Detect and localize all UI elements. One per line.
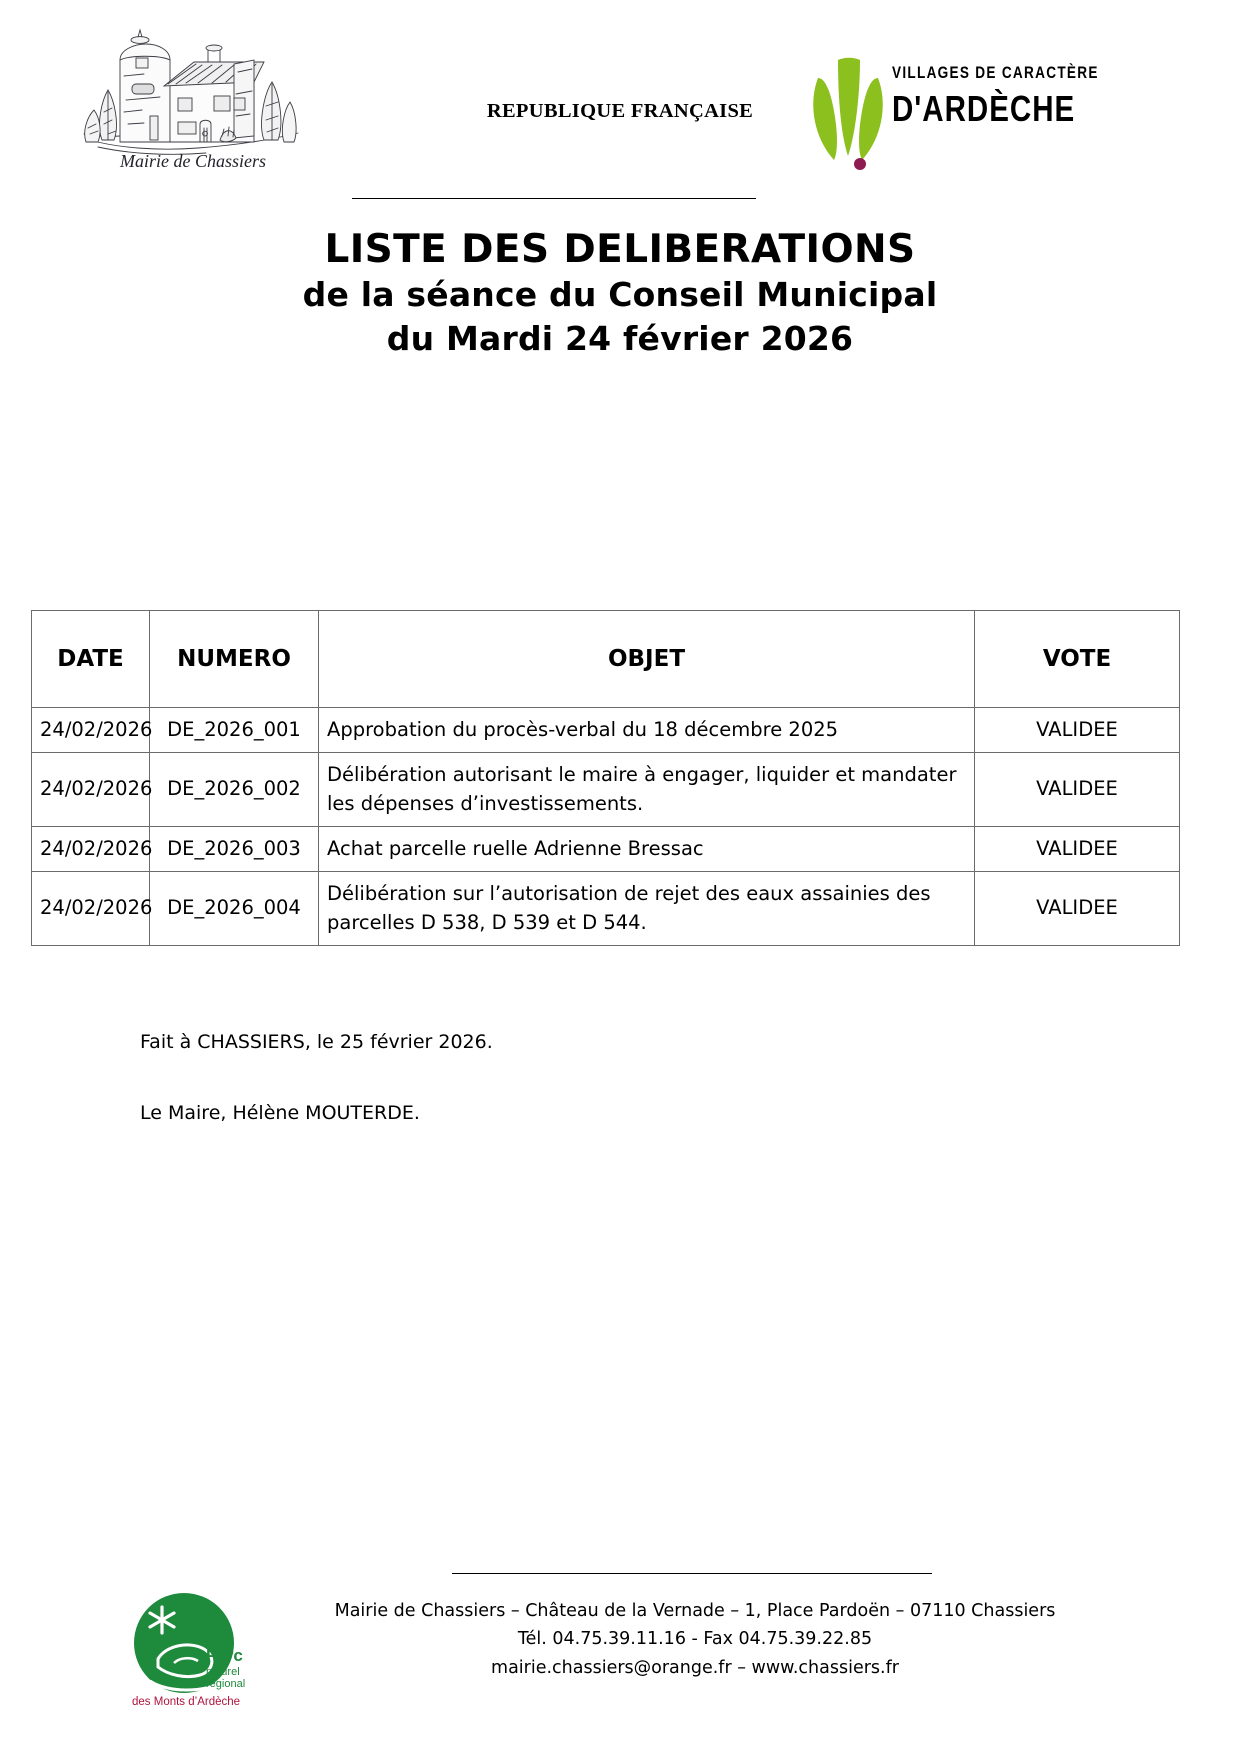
parc-logo-line3: régional	[206, 1678, 246, 1690]
objet-line: Achat parcelle ruelle Adrienne Bressac	[327, 836, 704, 860]
cell-numero: DE_2026_003	[150, 826, 319, 871]
cell-objet	[319, 826, 975, 871]
mairie-logo-caption: Mairie de Chassiers	[120, 151, 266, 171]
document-header	[0, 0, 1240, 200]
cell-vote: VALIDEE	[975, 826, 1180, 871]
signature-signer: Le Maire, Hélène MOUTERDE.	[140, 1101, 420, 1124]
objet-line: les dépenses d’investissements.	[327, 792, 644, 816]
villages-logo-line1: VILLAGES DE CARACTÈRE	[892, 63, 1099, 82]
deliberations-table	[31, 610, 1180, 946]
parc-logo-line1: Parc	[206, 1646, 243, 1665]
objet-line: Délibération autorisant le maire à engager, liquider et mandater	[327, 762, 957, 786]
document-footer	[0, 1555, 1240, 1755]
parc-logo-line4: des Monts d’Ardèche	[132, 1696, 241, 1708]
cell-objet	[319, 708, 975, 753]
table-row	[32, 752, 1180, 826]
column-header-numero: NUMERO	[150, 611, 319, 708]
cell-vote: VALIDEE	[975, 871, 1180, 945]
table-row	[32, 708, 1180, 753]
table-row	[32, 826, 1180, 871]
deliberations-table-container	[31, 610, 1179, 946]
republique-francaise-heading: REPUBLIQUE FRANÇAISE	[486, 100, 754, 122]
objet-line: parcelles D 538, D 539 et D 544.	[327, 911, 647, 935]
footer-divider	[452, 1573, 932, 1574]
parc-naturel-regional-logo	[128, 1577, 264, 1737]
title-line-3: du Mardi 24 février 2026	[386, 318, 854, 358]
villages-logo-text	[892, 63, 1099, 129]
parc-logo-line2: naturel	[206, 1666, 240, 1678]
mairie-de-chassiers-logo	[78, 24, 308, 174]
cell-date: 24/02/2026	[32, 826, 150, 871]
cell-vote: VALIDEE	[975, 708, 1180, 753]
column-header-objet: OBJET	[319, 611, 975, 708]
objet-line: Délibération sur l’autorisation de rejet des eaux assainies des	[327, 881, 931, 905]
table-header-row	[32, 611, 1180, 708]
signature-place-date: Fait à CHASSIERS, le 25 février 2026.	[140, 1031, 493, 1053]
title-line-2: de la séance du Conseil Municipal	[302, 275, 938, 315]
column-header-vote: VOTE	[975, 611, 1180, 708]
header-divider	[352, 198, 756, 199]
title-line-1: LISTE DES DELIBERATIONS	[324, 227, 916, 272]
cell-numero: DE_2026_001	[150, 708, 319, 753]
column-header-date: DATE	[32, 611, 150, 708]
cell-objet	[319, 871, 975, 945]
cell-date: 24/02/2026	[32, 752, 150, 826]
cell-vote: VALIDEE	[975, 752, 1180, 826]
villages-v-mark-icon	[800, 52, 896, 170]
cell-numero: DE_2026_004	[150, 871, 319, 945]
cell-date: 24/02/2026	[32, 871, 150, 945]
villages-logo-line2: D'ARDÈCHE	[892, 87, 1076, 129]
villages-de-caractere-logo	[800, 52, 1099, 170]
cell-numero: DE_2026_002	[150, 752, 319, 826]
cell-objet	[319, 752, 975, 826]
footer-contact: mairie.chassiers@orange.fr – www.chassiers.fr	[491, 1657, 899, 1678]
table-row	[32, 871, 1180, 945]
footer-phone: Tél. 04.75.39.11.16 - Fax 04.75.39.22.85	[517, 1629, 873, 1650]
signature-block	[140, 1028, 840, 1127]
page-title	[0, 228, 1240, 359]
footer-contact-block	[300, 1597, 1090, 1682]
footer-address: Mairie de Chassiers – Château de la Vernade – 1, Place Pardoën – 07110 Chassiers	[334, 1601, 1056, 1621]
objet-line: Approbation du procès-verbal du 18 décembre 2025	[327, 718, 839, 741]
cell-date: 24/02/2026	[32, 708, 150, 753]
